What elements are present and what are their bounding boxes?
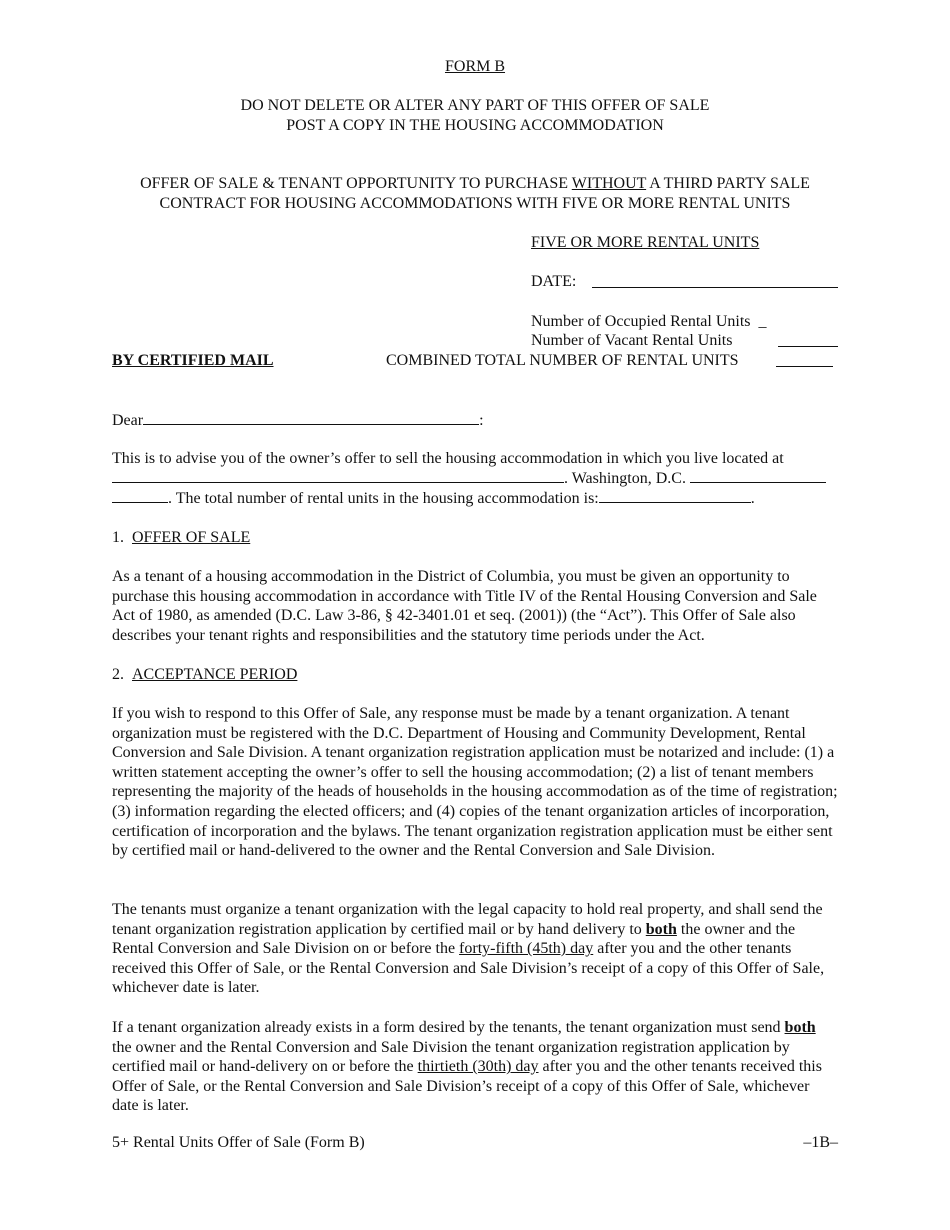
section-2-heading: 2. ACCEPTANCE PERIOD [112,666,298,683]
salutation: Dear : [112,412,484,429]
total-units-field[interactable] [599,488,751,503]
form-label: FORM B [444,58,506,75]
date-field[interactable] [592,287,838,288]
date-label: DATE: [531,273,577,290]
combined-label: COMBINED TOTAL NUMBER OF RENTAL UNITS [386,352,739,369]
zip-field[interactable] [690,468,826,483]
title-line-1: OFFER OF SALE & TENANT OPPORTUNITY TO PURCHASE WITHOUT A THIRD PARTY SALE [140,175,810,192]
warning-line-1: DO NOT DELETE OR ALTER ANY PART OF THIS OFFER OF SALE [240,97,710,114]
footer-page-number: –1B– [803,1134,838,1151]
section-1-heading: 1. OFFER OF SALE [112,529,251,546]
combined-field[interactable] [776,366,833,367]
addressee-field[interactable] [143,410,479,425]
section-1-text: As a tenant of a housing accommodation in the District of Columbia, you must be given an opportunity to purchase this housing accommodation in accordance with Title IV of the Rental Housing Conversion and Sale Act of 1980, as amended (D.C. Law 3-86, § 42-3401.01 et seq. (2001)) (the “Act”). This Offer of Sale also describes your tenant rights and responsibilities and the statutory time periods under the Act. [112,568,817,644]
vacant-field[interactable] [778,346,838,347]
certified-mail-label: BY CERTIFIED MAIL [112,352,274,369]
zip-continued-field[interactable] [112,488,168,503]
units-heading: FIVE OR MORE RENTAL UNITS [531,234,760,251]
address-field[interactable] [112,468,564,483]
occupied-label: Number of Occupied Rental Units _ [531,313,767,330]
vacant-label: Number of Vacant Rental Units [531,332,733,349]
section-2-paragraph-3: If a tenant organization already exists in a form desired by the tenants, the tenant organization must send both the owner and the Rental Conversion and Sale Division the tenant organization registration application by certified mail or hand-delivery on or before the thirtieth (30th) day after you and the other tenants received this Offer of Sale, or the Rental Conversion and Sale Division’s receipt of a copy of this Offer of Sale, whichever date is later. [112,1019,822,1115]
occupied-field[interactable]: _ [758,313,767,330]
advise-line-2: . Washington, D.C. [112,468,839,489]
footer-form-name: 5+ Rental Units Offer of Sale (Form B) [112,1134,365,1151]
advise-line-1: This is to advise you of the owner’s offer to sell the housing accommodation in which you live located at [112,450,784,467]
section-2-paragraph-2: The tenants must organize a tenant organization with the legal capacity to hold real property, and shall send the tenant organization registration application by certified mail or by hand delivery to both the owner and the Rental Conversion and Sale Division on or before the forty-fifth (45th) day after you and the other tenants received this Offer of Sale, or the Rental Conversion and Sale Division’s receipt of a copy of this Offer of Sale, whichever date is later. [112,901,825,997]
title-line-2: CONTRACT FOR HOUSING ACCOMMODATIONS WITH FIVE OR MORE RENTAL UNITS [159,195,791,212]
advise-line-3: . The total number of rental units in the housing accommodation is: . [112,488,839,509]
warning-line-2: POST A COPY IN THE HOUSING ACCOMMODATION [286,117,664,134]
section-2-paragraph-1: If you wish to respond to this Offer of Sale, any response must be made by a tenant organization. A tenant organization must be registered with the D.C. Department of Housing and Community Development, Rental Conversion and Sale Division. A tenant organization registration application must be notarized and include: (1) a written statement accepting the owner’s offer to sell the housing accommodation; (2) a list of tenant members representing the majority of the heads of households in the housing accommodation as of the time of registration; (3) information regarding the elected officers; and (4) copies of the tenant organization articles of incorporation, certification of incorporation and the bylaws. The tenant organization registration application must be either sent by certified mail or hand-delivered to the owner and the Rental Conversion and Sale Division. [112,705,838,860]
title-without: WITHOUT [571,175,647,192]
